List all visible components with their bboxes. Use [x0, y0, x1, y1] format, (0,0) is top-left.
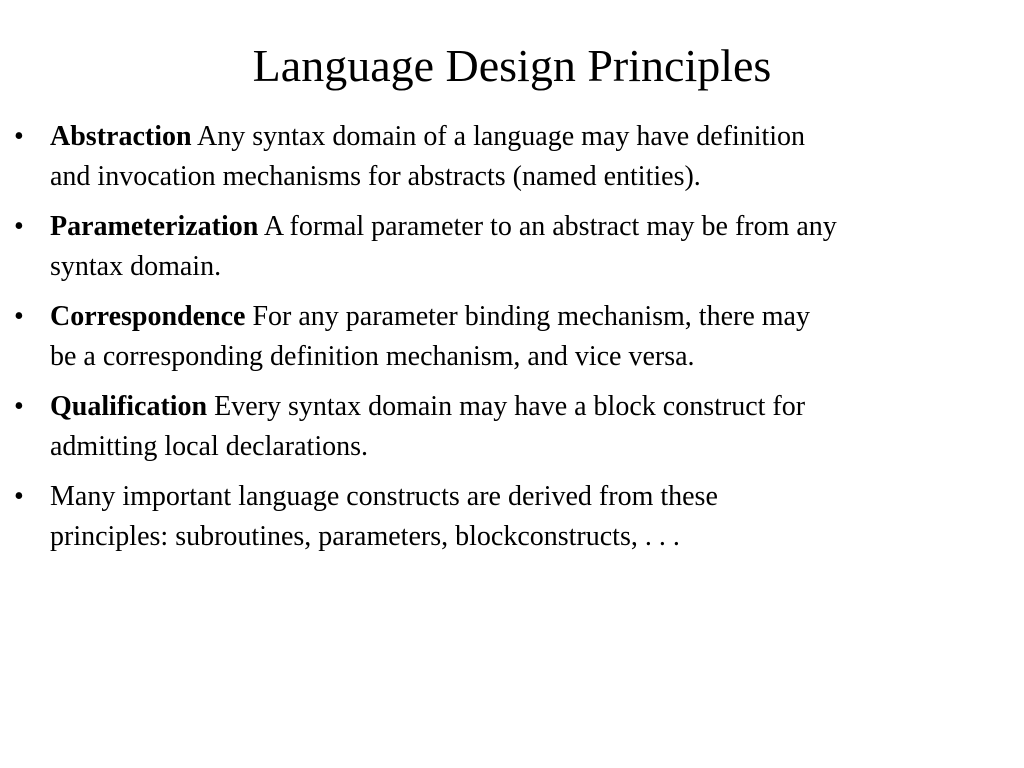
bullet-dot: • [14, 481, 24, 512]
bullet-item-constructs [0, 477, 1024, 557]
bullet-item-parameterization [0, 207, 1024, 287]
bullet-dot: • [14, 121, 24, 152]
bullet-list [0, 117, 1024, 567]
bullet-term: Parameterization [50, 211, 259, 242]
bullet-text: For any parameter binding mechanism, there may [245, 301, 810, 332]
bullet-term: Abstraction [50, 121, 192, 152]
bullet-line-2: be a corresponding definition mechanism, and vice versa. [50, 341, 695, 372]
bullet-line-1 [50, 297, 1020, 337]
bullet-term: Correspondence [50, 301, 246, 332]
bullet-line-2: principles: subroutines, parameters, blockconstructs, . . . [50, 521, 680, 552]
bullet-dot: • [14, 211, 24, 242]
slide-title: Language Design Principles [252, 40, 772, 91]
bullet-line-1 [50, 207, 1020, 247]
bullet-term: Qualification [50, 391, 208, 422]
bullet-text: Any syntax domain of a language may have definition [191, 121, 806, 152]
bullet-line-2: and invocation mechanisms for abstracts (named entities). [50, 161, 701, 192]
bullet-line-2: admitting local declarations. [50, 431, 369, 462]
bullet-item-qualification [0, 387, 1024, 467]
bullet-dot: • [14, 301, 24, 332]
bullet-line-2: syntax domain. [50, 251, 222, 282]
bullet-item-abstraction [0, 117, 1024, 197]
bullet-line-1: Many important language constructs are derived from these [50, 481, 718, 512]
bullet-dot: • [14, 391, 24, 422]
bullet-line-1 [50, 117, 1020, 157]
bullet-text: Every syntax domain may have a block construct for [207, 391, 806, 422]
bullet-item-correspondence [0, 297, 1024, 377]
bullet-text: A formal parameter to an abstract may be from any [258, 211, 837, 242]
bullet-line-1 [50, 387, 1020, 427]
